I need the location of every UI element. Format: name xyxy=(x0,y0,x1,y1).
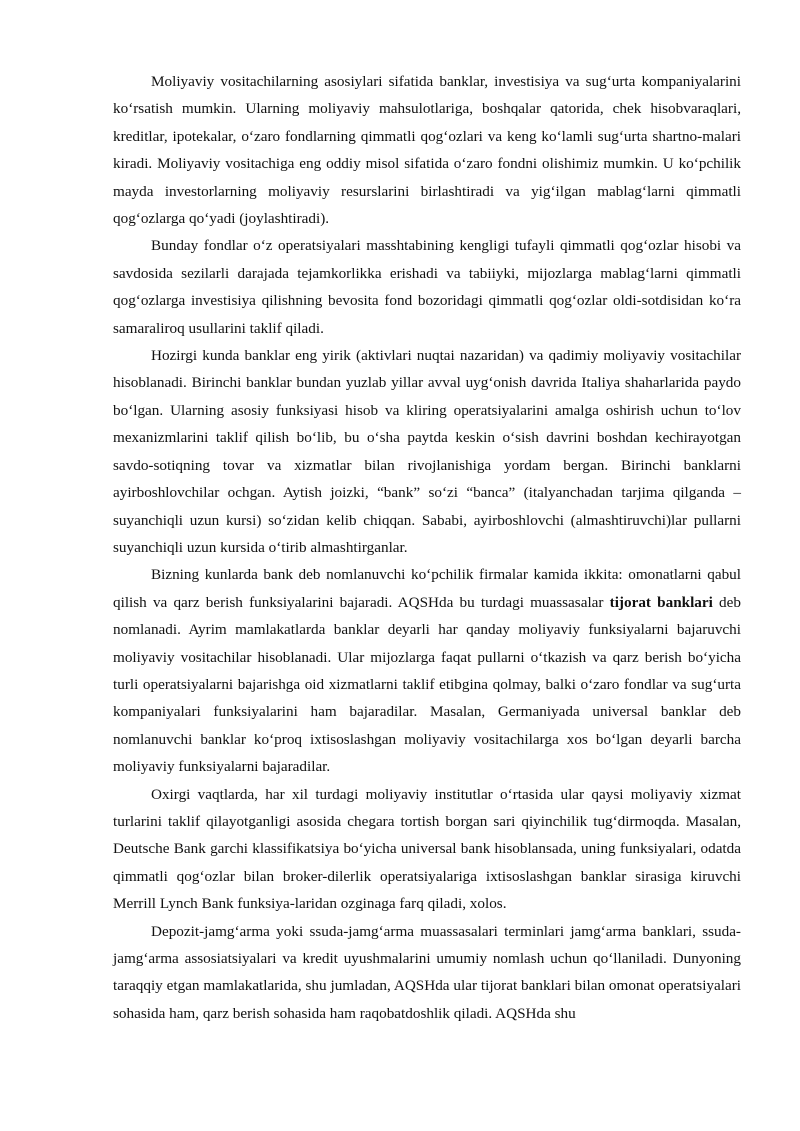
paragraph-4-bold-term: tijorat banklari xyxy=(609,593,713,611)
document-page xyxy=(113,68,741,1027)
paragraph-4 xyxy=(113,561,741,780)
paragraph-2: Bunday fondlar o‘z operatsiyalari masshtabining kengligi tufayli qimmatli qog‘ozlar hisobi va savdosida sezilarli darajada tejamkorlikka erishadi va tabiiyki, mijozlarga mablag‘larni qimmatli qog‘ozlarga investisiya qilishning bevosita fond bozoridagi qimmatli qog‘ozlar oldi-sotdisidan ko‘ra samaraliroq usullarini taklif qiladi. xyxy=(113,237,741,337)
paragraph-1: Moliyaviy vositachilarning asosiylari sifatida banklar, investisiya va sug‘urta kompaniyalarini ko‘rsatish mumkin. Ularning moliyaviy mahsulotlariga, boshqalar qatorida, chek hisobvaraqlari, kreditlar, ipotekalar, o‘zaro fondlarning qimmatli qog‘ozlari va keng ko‘lamli sug‘urta shartno-malari kiradi. Moliyaviy vositachiga eng oddiy misol sifatida o‘zaro fondni olishimiz mumkin. U ko‘pchilik mayda investorlarning moliyaviy resurslarini birlashtiradi va yig‘ilgan mablag‘larni qimmatli qog‘ozlarga qo‘yadi (joylashtiradi). xyxy=(113,73,741,228)
paragraph-4-text-after: deb nomlanadi. Ayrim mamlakatlarda banklar deyarli har qanday moliyaviy funksiyalarni bajaruvchi moliyaviy vositachilar hisoblanadi. Ular mijozlarga faqat pullarni o‘tkazish va qarz berish bo‘yicha turli operatsiyalarni bajarishga oid xizmatlarni taklif etibgina qolmay, balki o‘zaro fondlar va sug‘urta kompaniyalari funksiyalarini ham bajaradilar. Masalan, Germaniyada universal banklar deb nomlanuvchi banklar ko‘proq ixtisoslashgan moliyaviy vositachilarga xos bo‘lgan deyarli barcha moliyaviy funksiyalarni bajaradilar. xyxy=(113,593,741,776)
paragraph-5: Oxirgi vaqtlarda, har xil turdagi moliyaviy institutlar o‘rtasida ular qaysi moliyaviy xizmat turlarini taklif qilayotganligi asosida chegara tortish borgan sari qiyinchilik tug‘dirmoqda. Masalan, Deutsche Bank garchi klassifikatsiya bo‘yicha universal bank hisoblansada, uning funksiyalari, odatda qimmatli qog‘ozlar bilan broker-dilerlik operatsiyalariga ixtisoslashgan banklar sirasiga kiruvchi Merrill Lynch Bank funksiya-laridan ozginaga farq qiladi, xolos. xyxy=(113,785,741,913)
paragraph-3: Hozirgi kunda banklar eng yirik (aktivlari nuqtai nazaridan) va qadimiy moliyaviy vositachilar hisoblanadi. Birinchi banklar bundan yuzlab yillar avval uyg‘onish davrida Italiya shaharlarida paydo bo‘lgan. Ularning asosiy funksiyasi hisob va kliring operatsiyalarini amalga oshirish uchun to‘lov mexanizmlarini taklif qilish bo‘lib, bu o‘sha paytda keskin o‘sish davrini boshdan kechirayotgan savdo-sotiqning tovar va xizmatlar bilan rivojlanishiga yordam bergan. Birinchi banklarni ayirboshlovchilar ochgan. Aytish joizki, “bank” so‘zi “banca” (italyanchadan tarjima qilganda – suyanchiqli uzun kursi) so‘zidan kelib chiqqan. Sababi, ayirboshlovchi (almashtiruvchi)lar pullarni suyanchiqli uzun kursida o‘tirib almashtirganlar. xyxy=(113,347,741,556)
paragraph-4-text-before: Bizning kunlarda bank deb nomlanuvchi ko‘pchilik firmalar kamida ikkita: omonatlarni qabul qilish va qarz berish funksiyalarini bajaradi. AQSHda bu turdagi muassasalar xyxy=(113,566,741,611)
paragraph-6: Depozit-jamg‘arma yoki ssuda-jamg‘arma muassasalari terminlari jamg‘arma banklari, ssuda-jamg‘arma assosiatsiyalari va kredit uyushmalarini umumiy nomlash uchun qo‘llaniladi. Dunyoning taraqqiy etgan mamlakatlarida, shu jumladan, AQSHda ular tijorat banklari bilan omonat operatsiyalari sohasida ham, qarz berish sohasida ham raqobatdoshlik qiladi. AQSHda shu xyxy=(113,922,741,1022)
